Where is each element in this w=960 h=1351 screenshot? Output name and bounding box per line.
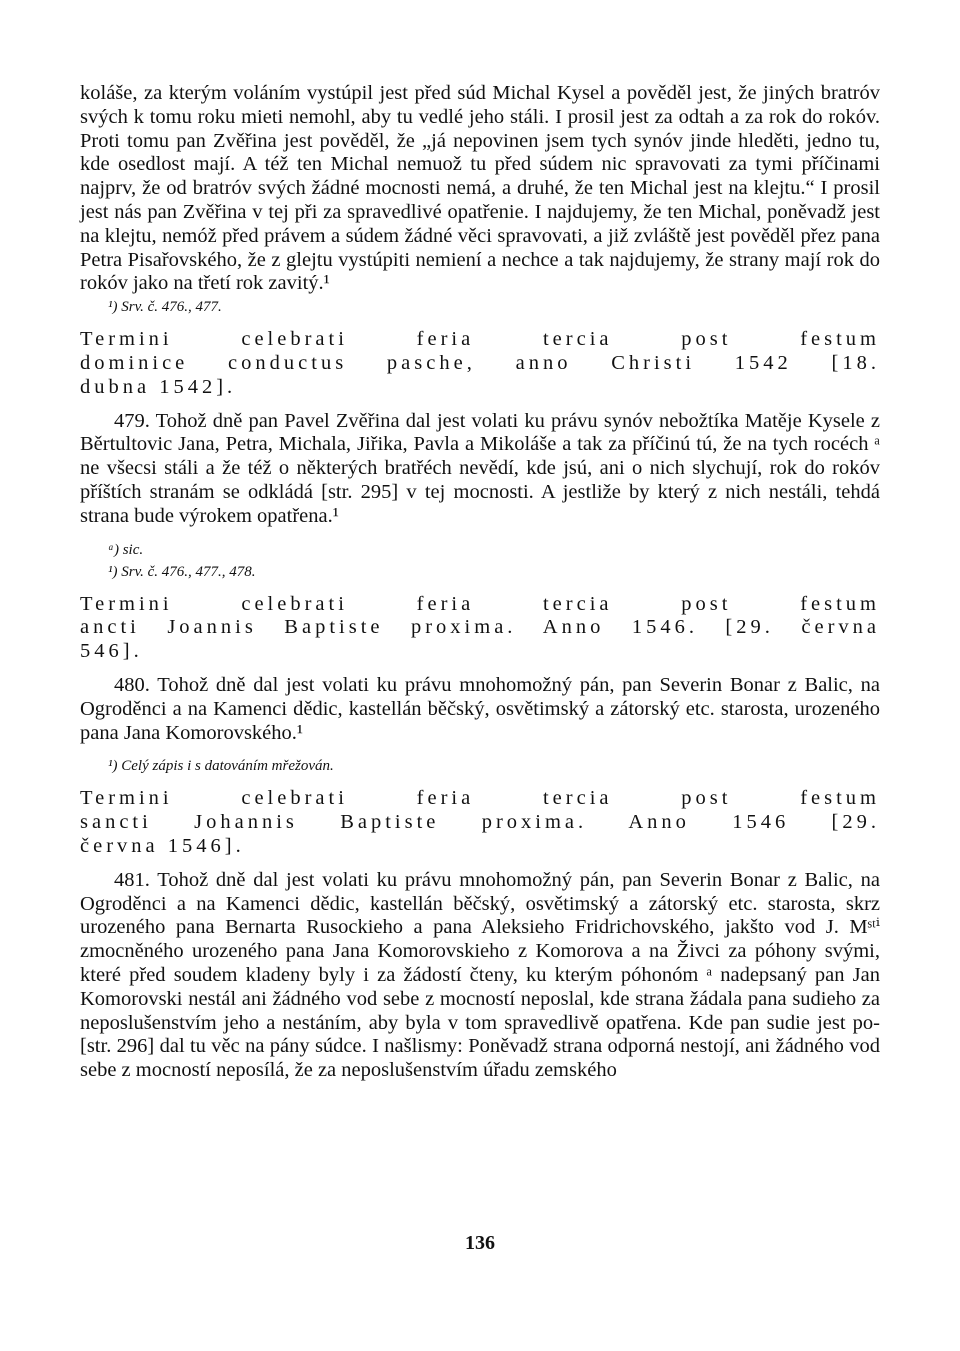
section-heading-date: 546]. <box>80 640 143 663</box>
entry-481: 481. Tohož dně dal jest volati ku právu mnohomožný pán, pan Severin Bonar z Balic, na Ogroděnci a na Kamenci dědic, kastellán běčský, osvětimský a zátorský etc. starosta, skrz urozeného pana Bernarta Rusockieho a pana Aleksieho Fridrichovského, jakšto vod J. Mˢᵗⁱ zmocněného urozeného pana Jana Komorovskieho z Komorova a na Živci za póhony svými, které před soudem kladeny byly i za žádostí čteny, ku kterým póhonóm ᵃ nadepsaný pan Jan Komorovski nestál ani žádného vod sebe z mocností neposlal, kde strana žádala pana sudieho za neposlušenstvím jeho a nestáním, aby byla v tom spravedlivě opatřena. Kde pan sudie jest po- [str. 296] dal tu věc na pány súdce. I našlismy: Poněvadž strana odporná nestojí, ani žádného vod sebe z mocností neposílá, že za neposlušenstvím úřadu zemského <box>80 868 880 1082</box>
section-heading-line: Termini celebrati feria tercia post festum <box>80 787 880 810</box>
footnote: ¹) Srv. č. 476., 477., 478. <box>108 563 256 580</box>
page-text <box>80 82 880 1083</box>
section-heading-line: ancti Joannis Baptiste proxima. Anno 1546. [29. června <box>80 616 880 639</box>
footnote: ᵃ) sic. <box>108 541 144 558</box>
page-number: 136 <box>465 1232 495 1254</box>
entry-479: 479. Tohož dně pan Pavel Zvěřina dal jest volati ku právu synóv nebožtíka Matěje Kysele z Běrtultovic Jana, Petra, Michala, Jiřika, Pavla a Mikoláše a tak za příčinú tú, že na tych rocéch ᵃ ne všecsi stáli a že též o některých bratřéch nevědí, kde jsú, ani o nich slychují, rok do rokóv příštích stranám se odkládá [str. 295] v tej mocnosti. A jestliže by který z nich nestáli, tehdá strana bude výrokem opatřena.¹ <box>80 409 880 527</box>
section-heading-line: Termini celebrati feria tercia post festum <box>80 592 880 615</box>
footnote: ¹) Srv. č. 476., 477. <box>108 299 222 316</box>
top-paragraph: koláše, za kterým voláním vystúpil jest před súd Michal Kysel a pověděl jest, že jiných bratróv svých k tomu roku mieti nemohl, aby tu vedlé jeho stáli. I prosil jest za odtah a za rok do rokóv. Proti tomu pan Zvěřina jest pověděl, že „já nepovinen jsem tych synóv jinde hleděti, jedno tu, kde osedlost mají. A též ten Michal nemuož tu před súdem nic spravovati za tymi příčinami najprv, že od bratróv svých žádné mocnosti nemá, a druhé, že ten Michal jest na klejtu.“ I prosil jest nás pan Zvěřina v tej při za spravedlivé opatřenie. I najdujemy, že ten Michal, poněvadž jest na klejtu, nemóž před právem a súdem žádné věci spravovati, a již zvláště jest pověděl přez pana Petra Pisařovského, že z glejtu vystúpiti nemiení a nechce a tak najdujemy, že strany mají rok do rokóv jako na třetí rok zavitý.¹ <box>80 82 880 295</box>
section-heading-date: dubna 1542]. <box>80 375 237 398</box>
entry-480: 480. Tohož dně dal jest volati ku právu mnohomožný pán, pan Severin Bonar z Balic, na Ogroděnci a na Kamenci dědic, kastellán běčský, osvětimský a zátorský etc. starosta, urozeného pana Jana Komorovského.¹ <box>80 673 880 744</box>
section-heading-line: Termini celebrati feria tercia post festum <box>80 328 880 351</box>
section-heading-line: sancti Johannis Baptiste proxima. Anno 1546 [29. <box>80 811 880 834</box>
section-heading-date: června 1546]. <box>80 834 245 857</box>
footnote: ¹) Celý zápis i s datováním mřežován. <box>108 758 334 775</box>
section-heading-line: dominice conductus pasche, anno Christi 1542 [18. <box>80 351 880 374</box>
